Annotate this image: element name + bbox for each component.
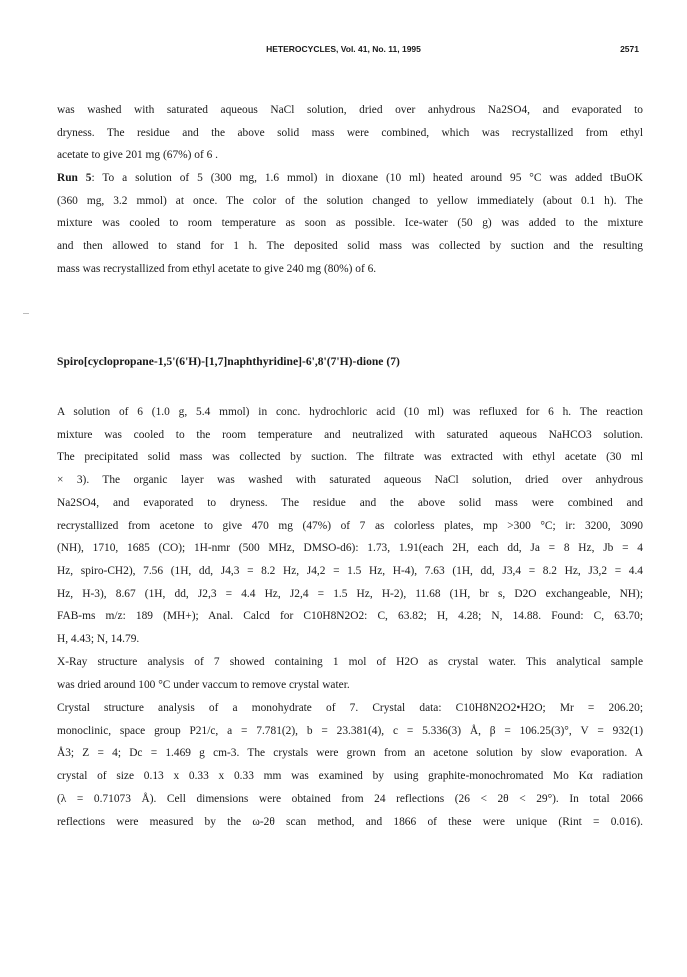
run-5-label: Run 5 [57,172,92,184]
paragraph-crystal-analysis [57,697,643,833]
page-number: 2571 [620,44,639,54]
text-line: reflections were measured by the ω-2θ scan method, and 1866 of these were unique (Rint = 0.016). [57,815,643,828]
text-line: H, 4.43; N, 14.79. [57,633,140,646]
text-line: Na2SO4, and evaporated to dryness. The residue and the above solid mass were combined and [57,496,643,509]
running-header [0,44,687,60]
text-line: X-Ray structure analysis of 7 showed containing 1 mol of H2O as crystal water. This analytical sample [57,656,643,668]
text-line: was washed with saturated aqueous NaCl solution, dried over anhydrous Na2SO4, and evaporated to [57,104,643,116]
text-line: Hz, H-3), 8.67 (1H, dd, J2,3 = 4.4 Hz, J2,4 = 1.5 Hz, H-2), 11.68 (1H, br s, D2O exchangeable, NH); [57,587,643,600]
text-line: Run 5: To a solution of 5 (300 mg, 1.6 mmol) in dioxane (10 ml) heated around 95 °C was added tBuOK [57,172,643,184]
paragraph-xray [57,651,643,696]
text-line: recrystallized from acetone to give 470 mg (47%) of 7 as colorless plates, mp >300 °C; ir: 3200, 3090 [57,519,643,532]
margin-mark [23,313,29,314]
text-line: and then allowed to stand for 1 h. The deposited solid mass was collected by suction and the resulting [57,240,643,253]
text-line: Å3; Z = 4; Dc = 1.469 g cm-3. The crystals were grown from an acetone solution by slow evaporation. A [57,747,643,760]
text-line: (λ = 0.71073 Å). Cell dimensions were obtained from 24 reflections (26 < 2θ < 29°). In total 2066 [57,792,643,805]
text-line: crystal of size 0.13 x 0.33 x 0.33 mm was examined by using graphite-monochromated Mo Kα radiation [57,770,643,783]
text-line: (NH), 1710, 1685 (CO); 1H-nmr (500 MHz, DMSO-d6): 1.73, 1.91(each 2H, each dd, Ja = 8 Hz, Jb = 4 [57,542,643,555]
text-line: Hz, spiro-CH2), 7.56 (1H, dd, J4,3 = 8.2 Hz, J4,2 = 1.5 Hz, H-4), 7.63 (1H, dd, J3,4 = 8.2 Hz, J3,2 = 4.4 [57,564,643,577]
paragraph-1 [57,99,643,167]
text-line: × 3). The organic layer was washed with saturated aqueous NaCl solution, dried over anhydrous [57,474,643,487]
text-line: mixture was cooled to the room temperature and neutralized with saturated aqueous NaHCO3 solution. [57,428,643,441]
text-line: mass was recrystallized from ethyl acetate to give 240 mg (80%) of 6. [57,262,377,275]
text-line: Crystal structure analysis of a monohydrate of 7. Crystal data: C10H8N2O2•H2O; Mr = 206.20; [57,702,643,714]
text-line: acetate to give 201 mg (67%) of 6 . [57,149,218,162]
text-line: was dried around 100 °C under vaccum to remove crystal water. [57,678,350,691]
text-line: mixture was cooled to room temperature as soon as possible. Ice-water (50 g) was added to the mixture [57,217,643,230]
text-line: dryness. The residue and the above solid mass were combined, which was recrystallized from ethyl [57,126,643,139]
text-line: (360 mg, 3.2 mmol) at once. The color of the solution changed to yellow immediately (about 0.1 h). The [57,194,643,207]
text-line: FAB-ms m/z: 189 (MH+); Anal. Calcd for C10H8N2O2: C, 63.82; H, 4.28; N, 14.88. Found: C, 63.70; [57,610,643,623]
journal-citation: HETEROCYCLES, Vol. 41, No. 11, 1995 [266,44,421,54]
text-line: monoclinic, space group P21/c, a = 7.781(2), b = 23.381(4), c = 5.336(3) Å, β = 106.25(3)°, V = 932(1) [57,724,643,737]
paragraph-run-5 [57,167,643,281]
text-line: The precipitated solid mass was collected by suction. The filtrate was extracted with ethyl acetate (30 ml [57,451,643,464]
text-line: A solution of 6 (1.0 g, 5.4 mmol) in conc. hydrochloric acid (10 ml) was refluxed for 6 h. The reaction [57,406,643,418]
section-heading: Spiro[cyclopropane-1,5'(6'H)-[1,7]naphthyridine]-6',8'(7'H)-dione (7) [57,355,400,368]
paragraph-synthesis [57,401,643,651]
